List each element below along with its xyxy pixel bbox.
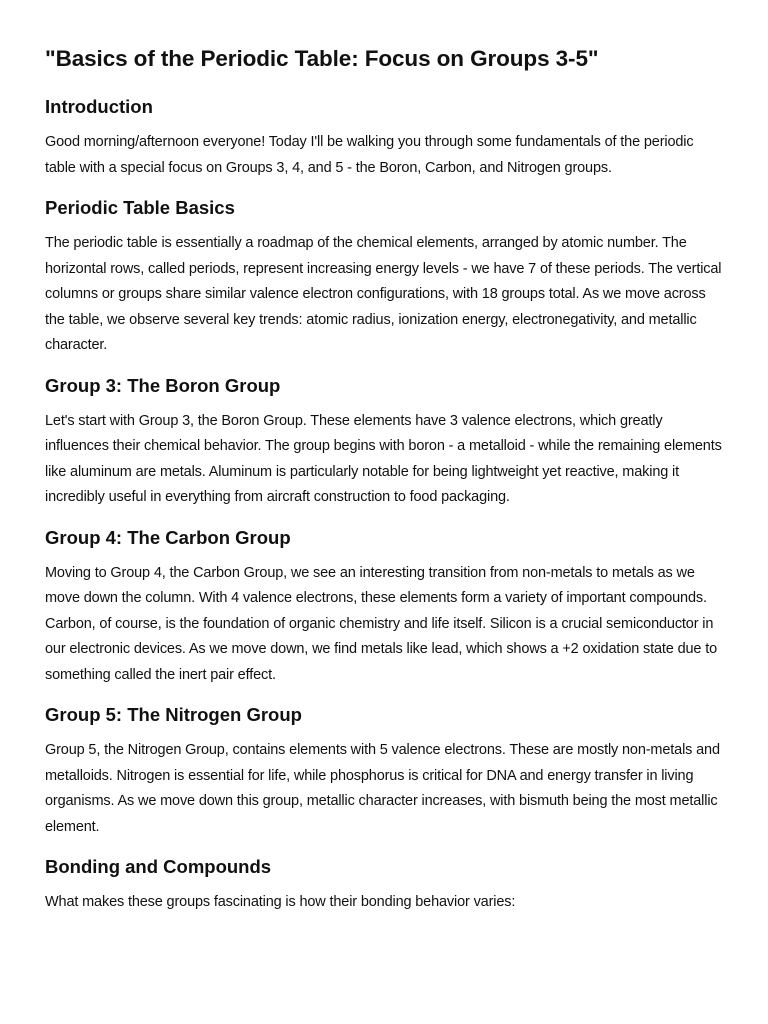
section-paragraph: Good morning/afternoon everyone! Today I'll be walking you through some fundamentals of the periodic table with a special focus on Groups 3, 4, and 5 - the Boron, Carbon, and Nitrogen groups. bbox=[45, 134, 694, 176]
document-title: "Basics of the Periodic Table: Focus on Groups 3-5" bbox=[45, 46, 599, 71]
section-paragraph: What makes these groups fascinating is how their bonding behavior varies: bbox=[45, 894, 516, 910]
section-paragraph: Moving to Group 4, the Carbon Group, we see an interesting transition from non-metals to metals as we move down the column. With 4 valence electrons, these elements form a variety of important compounds. Carbon, of course, is the foundation of organic chemistry and life itself. Silicon is a crucial semiconductor in our electronic devices. As we move down, we find metals like lead, which shows a +2 oxidation state due to something called the inert pair effect. bbox=[45, 564, 718, 683]
section-paragraph: The periodic table is essentially a roadmap of the chemical elements, arranged by atomic number. The horizontal rows, called periods, represent increasing energy levels - we have 7 of these periods. The vertical columns or groups share similar valence electron configurations, with 18 groups total. As we move across the table, we observe several key trends: atomic radius, ionization energy, electronegativity, and metallic character. bbox=[45, 235, 722, 353]
section-carbon-group bbox=[45, 525, 723, 689]
section-nitrogen-group bbox=[45, 702, 723, 840]
section-heading: Group 4: The Carbon Group bbox=[45, 526, 291, 548]
section-boron-group bbox=[45, 373, 723, 511]
section-heading: Group 5: The Nitrogen Group bbox=[45, 704, 302, 725]
section-paragraph: Group 5, the Nitrogen Group, contains elements with 5 valence electrons. These are mostly non-metals and metalloids. Nitrogen is essential for life, while phosphorus is critical for DNA and energy transfer in living organisms. As we move down this group, metallic character increases, with bismuth being the most metallic element. bbox=[45, 742, 720, 835]
section-heading: Introduction bbox=[45, 96, 153, 117]
section-introduction bbox=[45, 94, 723, 181]
section-periodic-table-basics bbox=[45, 195, 723, 359]
section-heading: Group 3: The Boron Group bbox=[45, 374, 281, 396]
section-bonding-compounds bbox=[45, 854, 723, 916]
section-heading: Periodic Table Basics bbox=[45, 197, 235, 218]
section-paragraph: Let's start with Group 3, the Boron Group. These elements have 3 valence electrons, which greatly influences their chemical behavior. The group begins with boron - a metalloid - while the remaining elements like aluminum are metals. Aluminum is particularly notable for being lightweight yet reactive, making it incredibly useful in everything from aircraft construction to food packaging. bbox=[45, 412, 722, 505]
section-heading: Bonding and Compounds bbox=[45, 856, 272, 877]
